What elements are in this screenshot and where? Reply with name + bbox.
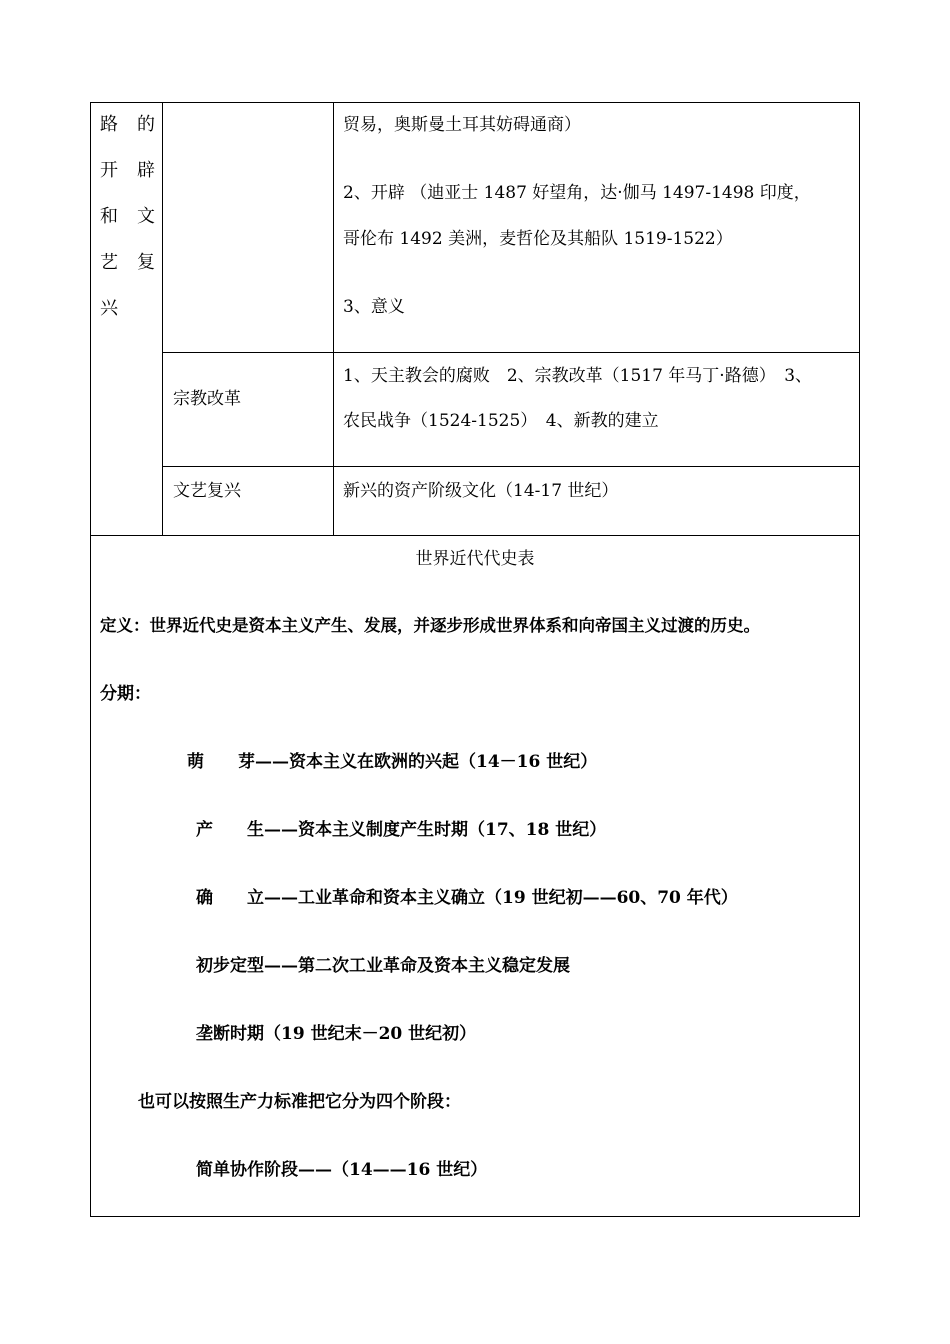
left-col-char: 和 [100, 206, 118, 227]
stage-item: 简单协作阶段——（14——16 世纪） [196, 1160, 488, 1180]
period-item: 初步定型——第二次工业革命及资本主义稳定发展 [196, 956, 570, 976]
col-divider-2 [333, 102, 334, 536]
section-divider [90, 535, 860, 536]
stages-intro: 也可以按照生产力标准把它分为四个阶段： [138, 1092, 461, 1112]
row2-line2: 农民战争（1524-1525） 4、新教的建立 [343, 411, 659, 431]
left-col-char: 路 [100, 114, 118, 135]
left-col-char: 复 [137, 252, 155, 273]
row1-line3: 哥伦布 1492 美洲，麦哲伦及其船队 1519-1522） [343, 229, 733, 249]
row1-line1: 贸易，奥斯曼土耳其妨碍通商） [343, 115, 581, 135]
row2-label: 宗教改革 [173, 389, 241, 409]
period-item: 垄断时期（19 世纪末－20 世纪初） [196, 1024, 477, 1044]
table-border-left [90, 102, 91, 1217]
row3-label: 文艺复兴 [173, 481, 241, 501]
period-item: 萌 芽——资本主义在欧洲的兴起（14－16 世纪） [187, 752, 598, 772]
left-col-char: 艺 [100, 252, 118, 273]
row1-line2: 2、开辟 （迪亚士 1487 好望角，达·伽马 1497-1498 印度， [343, 183, 811, 203]
left-col-char: 辟 [137, 160, 155, 181]
row-divider-1 [162, 352, 860, 353]
col-divider-1 [162, 102, 163, 536]
left-col-char: 文 [137, 206, 155, 227]
table-border-bottom [90, 1216, 860, 1217]
section-title: 世界近代代史表 [415, 549, 535, 569]
period-item: 产 生——资本主义制度产生时期（17、18 世纪） [196, 820, 607, 840]
row1-line4: 3、意义 [343, 297, 405, 317]
row-divider-2 [162, 466, 860, 467]
row2-line1: 1、天主教会的腐败 2、宗教改革（1517 年马丁·路德） 3、 [343, 366, 813, 386]
period-item: 确 立——工业革命和资本主义确立（19 世纪初——60、70 年代） [196, 888, 738, 908]
definition-text: 定义：世界近代史是资本主义产生、发展，并逐步形成世界体系和向帝国主义过渡的历史。 [100, 616, 760, 635]
table-border-right [859, 102, 860, 1217]
left-col-char: 兴 [100, 298, 118, 319]
left-col-char: 开 [100, 160, 118, 181]
left-col-char: 的 [137, 114, 155, 135]
row3-line1: 新兴的资产阶级文化（14-17 世纪） [343, 481, 619, 501]
periods-label: 分期： [100, 684, 151, 704]
table-border-top [90, 102, 860, 103]
